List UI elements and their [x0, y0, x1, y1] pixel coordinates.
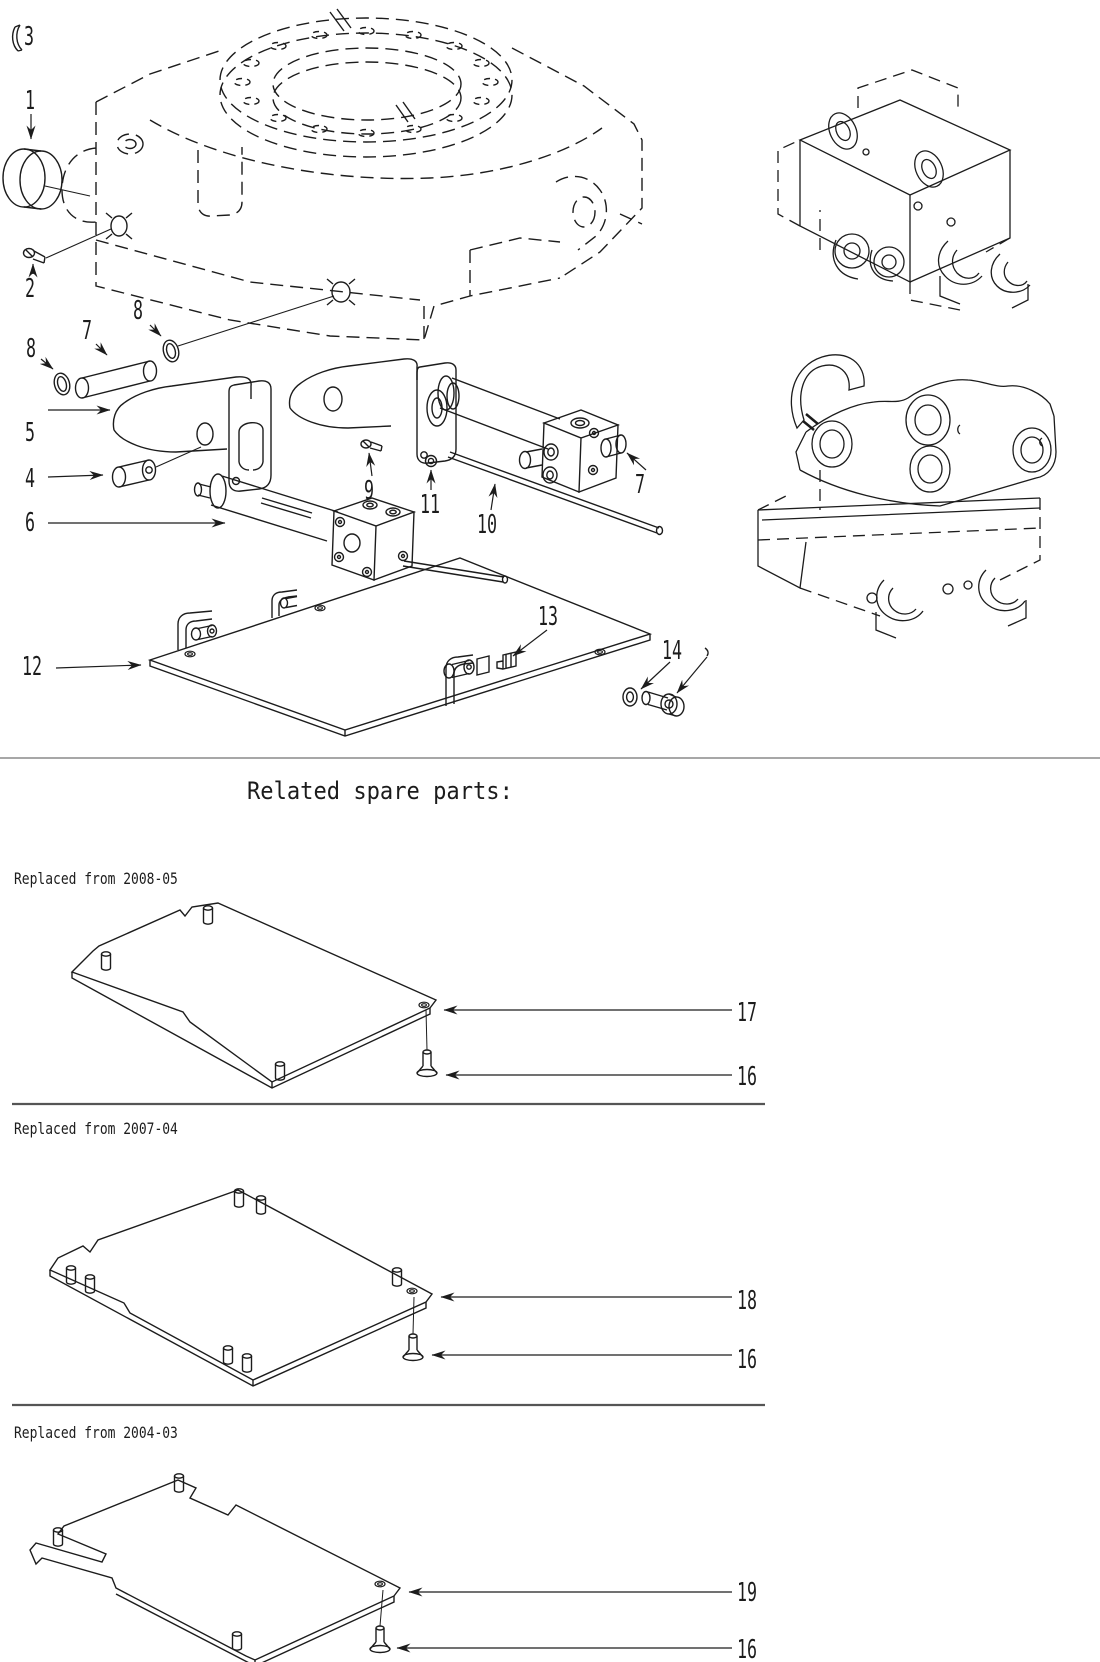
replaced-from-2008-label: Replaced from 2008-05 — [14, 869, 178, 888]
part-callout-2: 2 — [25, 274, 36, 304]
exploded-parts — [3, 22, 708, 736]
pin-part4 — [113, 447, 202, 487]
part-callout-5: 5 — [25, 418, 36, 448]
section-dividers — [0, 758, 1100, 1405]
pin-part7-right — [601, 435, 626, 457]
rotator-housing-drawing — [62, 9, 642, 340]
clip-part13 — [497, 652, 516, 669]
part-callout-11: 11 — [420, 490, 441, 520]
cylinder-cover-part5 — [113, 377, 271, 491]
part-callout-12: 12 — [22, 652, 43, 682]
part-callout-6: 6 — [25, 508, 36, 538]
part-callout-1: 1 — [25, 86, 36, 116]
part-callout-16-second: 16 — [737, 1345, 758, 1375]
part-callout-14: 14 — [662, 636, 683, 666]
part-callout-8-left: 8 — [26, 334, 37, 364]
part-callout-16-first: 16 — [737, 1062, 758, 1092]
part-callout-18: 18 — [737, 1286, 758, 1316]
cylinder-part10 — [289, 359, 662, 535]
pin-bore-hole — [106, 213, 132, 239]
part-callout-17: 17 — [737, 998, 758, 1028]
assembled-view-top — [778, 70, 1030, 310]
part-callout-16-third: 16 — [737, 1635, 758, 1662]
seal-ring-part1 — [3, 149, 90, 209]
replaced-from-2007-label: Replaced from 2007-04 — [14, 1119, 178, 1138]
part-callout-10: 10 — [477, 510, 498, 540]
replacement-plate-2004 — [30, 1474, 400, 1662]
part-callout-8-right: 8 — [133, 296, 144, 326]
part-callout-9: 9 — [364, 476, 375, 506]
screw-part9 — [361, 440, 382, 451]
oring-part8 — [161, 338, 181, 363]
base-plate-part12 — [150, 558, 650, 736]
oring-part8 — [52, 371, 72, 396]
cotter-pin-part3 — [13, 25, 22, 51]
screw-part2 — [24, 229, 112, 263]
replaced-from-2004-label: Replaced from 2004-03 — [14, 1423, 178, 1442]
part-callout-7-pin: 7 — [635, 470, 646, 500]
part-callout-7-left: 7 — [82, 316, 93, 346]
part-callout-13: 13 — [538, 602, 559, 632]
part-callout-19: 19 — [737, 1578, 758, 1608]
related-spare-parts-heading: Related spare parts: — [247, 777, 513, 805]
assembled-view-bottom — [758, 355, 1056, 638]
part-callout-3: 3 — [24, 22, 35, 52]
replacement-plate-2007 — [50, 1189, 432, 1386]
part-callout-4: 4 — [25, 464, 36, 494]
nut-part11 — [426, 456, 437, 467]
replacement-plate-2008 — [72, 903, 437, 1088]
